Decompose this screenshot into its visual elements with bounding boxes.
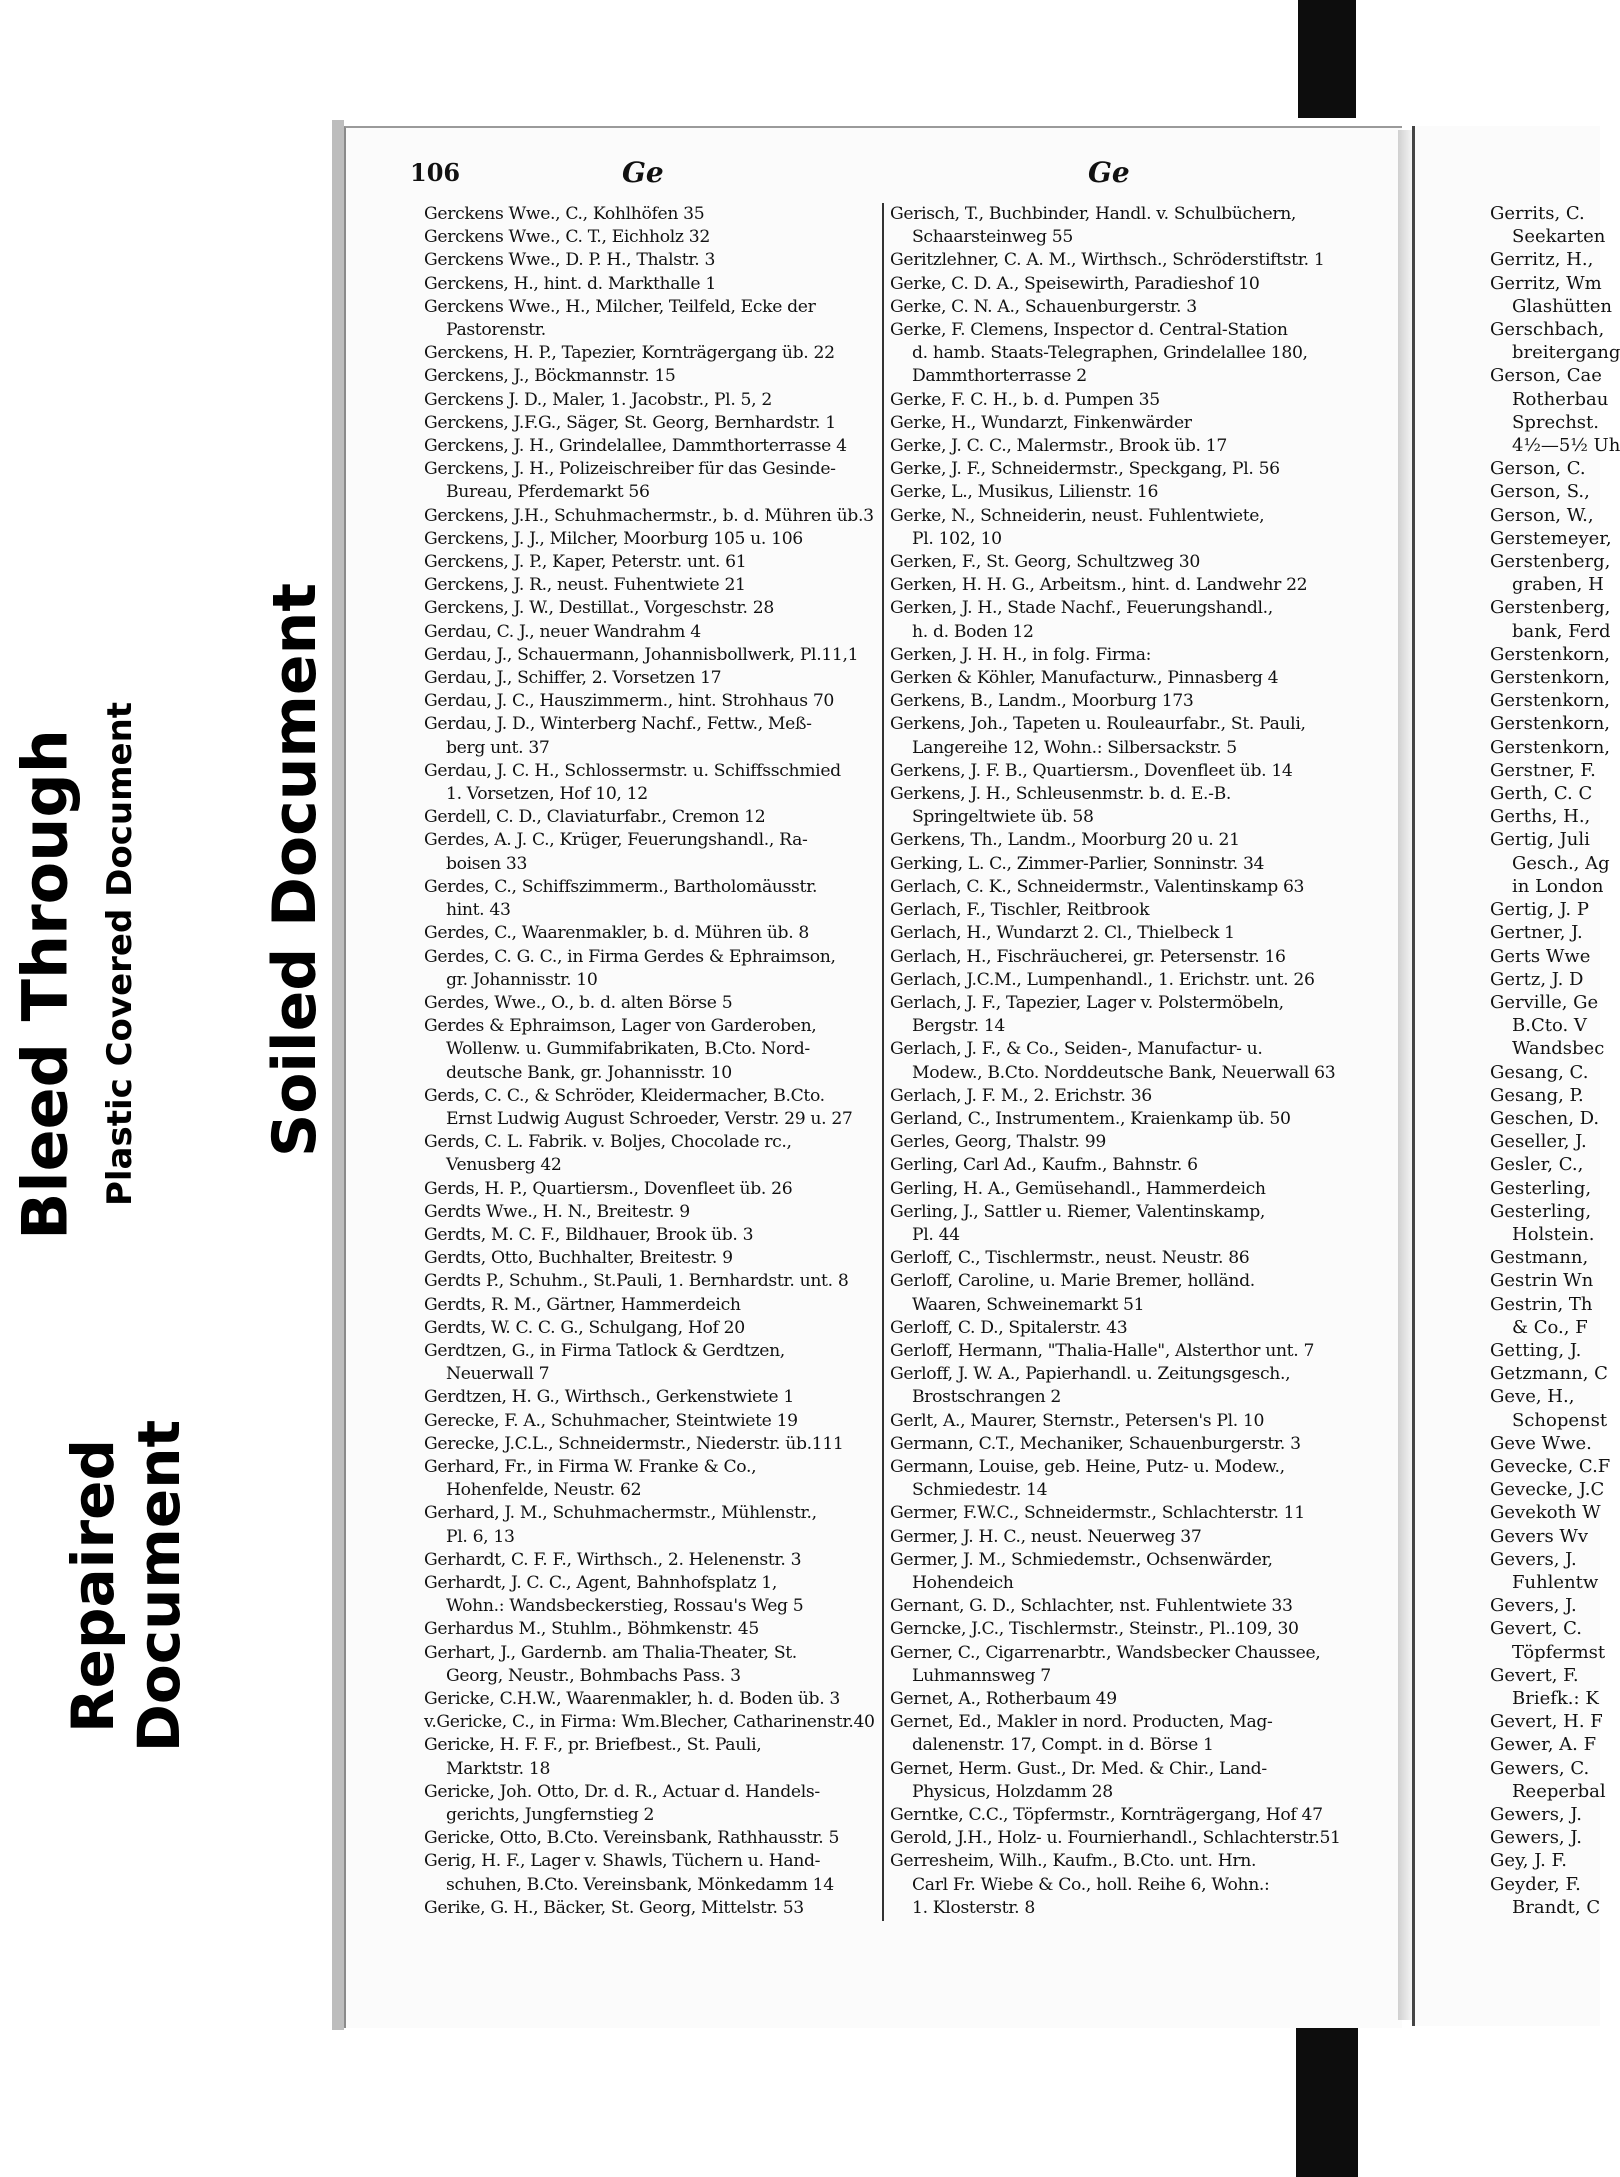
directory-entry-line: Gerke, F. Clemens, Inspector d. Central-Station bbox=[890, 320, 1288, 341]
directory-entry-line: Wohn.: Wandsbeckerstieg, Rossau's Weg 5 bbox=[446, 1596, 804, 1617]
directory-entry-line: Gerold, J.H., Holz- u. Fournierhandl., Schlachterstr.51 bbox=[890, 1828, 1341, 1849]
directory-entry-line: Gerckens, H., hint. d. Markthalle 1 bbox=[424, 273, 716, 294]
directory-entry-line: Glashütten bbox=[1512, 295, 1613, 317]
directory-entry-line: Geyder, F. bbox=[1490, 1873, 1581, 1895]
directory-entry-line: Gerdts, R. M., Gärtner, Hammerdeich bbox=[424, 1294, 741, 1315]
label-repaired-line1: Repaired bbox=[59, 1439, 127, 1733]
directory-entry-line: Gerson, W., bbox=[1490, 504, 1594, 526]
directory-entry-line: Gevekoth W bbox=[1490, 1502, 1601, 1524]
directory-entry-line: Gerson, S., bbox=[1490, 481, 1590, 503]
directory-entry-line: Gevecke, C.F bbox=[1490, 1455, 1611, 1477]
scanner-black-bar-top bbox=[1298, 0, 1356, 118]
directory-entry-line: Gerds, C. L. Fabrik. v. Boljes, Chocolade rc., bbox=[424, 1132, 792, 1153]
book-gutter bbox=[1398, 130, 1412, 2020]
directory-entry-line: Gerken, H. H. G., Arbeitsm., hint. d. Landwehr 22 bbox=[890, 575, 1308, 596]
directory-entry-line: gerichts, Jungfernstieg 2 bbox=[446, 1805, 655, 1826]
directory-entry-line: Gevert, C. bbox=[1490, 1618, 1582, 1640]
directory-entry-line: Gerdes, C., Schiffszimmerm., Bartholomäusstr. bbox=[424, 876, 818, 897]
directory-entry-line: Gewers, J. bbox=[1490, 1804, 1582, 1826]
directory-entry-line: d. hamb. Staats-Telegraphen, Grindelallee 180, bbox=[912, 343, 1308, 364]
directory-entry-line: Pl. 6, 13 bbox=[446, 1526, 515, 1547]
directory-entry-line: Geritzlehner, C. A. M., Wirthsch., Schröderstiftstr. 1 bbox=[890, 250, 1325, 271]
directory-entry-line: Neuerwall 7 bbox=[446, 1364, 550, 1385]
directory-entry-line: Gerlach, J. F., Tapezier, Lager v. Polstermöbeln, bbox=[890, 992, 1284, 1013]
directory-entry-line: Gerisch, T., Buchbinder, Handl. v. Schulbüchern, bbox=[890, 204, 1297, 224]
directory-entry-line: Gericke, H. F. F., pr. Briefbest., St. Pauli, bbox=[424, 1735, 762, 1756]
directory-entry-line: Geve Wwe. bbox=[1490, 1432, 1592, 1454]
directory-entry-line: Gerdau, J. D., Winterberg Nachf., Fettw., Meß- bbox=[424, 714, 812, 735]
directory-entry-line: Gerdts P., Schuhm., St.Pauli, 1. Bernhardstr. unt. 8 bbox=[424, 1271, 849, 1292]
directory-entry-line: Wollenw. u. Gummifabrikaten, B.Cto. Nord- bbox=[446, 1039, 810, 1060]
directory-entry-line: Gerloff, Caroline, u. Marie Bremer, holländ. bbox=[890, 1271, 1255, 1292]
directory-entry-line: Gerloff, Hermann, "Thalia-Halle", Alsterthor unt. 7 bbox=[890, 1340, 1315, 1361]
label-bleed-through: Bleed Through bbox=[8, 729, 82, 1240]
directory-column-right bbox=[890, 203, 1360, 1920]
directory-entry-line: Gerdts, M. C. F., Bildhauer, Brook üb. 3 bbox=[424, 1224, 754, 1245]
directory-entry-line: Gerson, C. bbox=[1490, 458, 1586, 480]
directory-entry-line: Gestrin, Th bbox=[1490, 1293, 1593, 1315]
directory-entry-line: Gerlt, A., Maurer, Sternstr., Petersen's Pl. 10 bbox=[890, 1410, 1265, 1431]
directory-entry-line: Dammthorterrasse 2 bbox=[912, 366, 1087, 387]
directory-entry-line: Gerke, N., Schneiderin, neust. Fuhlentwiete, bbox=[890, 505, 1265, 526]
directory-entry-line: Gerking, L. C., Zimmer-Parlier, Sonninstr. 34 bbox=[890, 853, 1265, 874]
directory-entry-line: Gerds, H. P., Quartiersm., Dovenfleet üb. 26 bbox=[424, 1178, 793, 1199]
directory-entry-line: Gerckens, J. P., Kaper, Peterstr. unt. 61 bbox=[424, 552, 747, 573]
facing-page-fragment bbox=[1412, 126, 1620, 2026]
directory-entry-line: Gerke, H., Wundarzt, Finkenwärder bbox=[890, 412, 1192, 433]
directory-entry-line: Gerstenkorn, bbox=[1490, 643, 1611, 665]
directory-entry-line: Gerckens J. D., Maler, 1. Jacobstr., Pl. 5, 2 bbox=[424, 389, 772, 410]
directory-entry-line: Gey, J. F. bbox=[1490, 1850, 1567, 1872]
directory-entry-line: Gerckens Wwe., H., Milcher, Teilfeld, Ecke der bbox=[424, 296, 816, 317]
directory-entry-line: Gerhard, J. M., Schuhmachermstr., Mühlenstr., bbox=[424, 1503, 817, 1524]
directory-entry-line: Gericke, Joh. Otto, Dr. d. R., Actuar d. Handels- bbox=[424, 1781, 820, 1802]
directory-entry-line: Geseller, J. bbox=[1490, 1131, 1587, 1153]
directory-entry-line: Gerschbach, bbox=[1490, 319, 1605, 341]
directory-entry-line: Gernant, G. D., Schlachter, nst. Fuhlentwiete 33 bbox=[890, 1596, 1293, 1617]
directory-entry-line: hint. 43 bbox=[446, 900, 511, 921]
directory-entry-line: Gertig, Juli bbox=[1490, 829, 1590, 851]
directory-entry-line: Holstein. bbox=[1512, 1223, 1595, 1245]
directory-entry-line: Gerike, G. H., Bäcker, St. Georg, Mittelstr. 53 bbox=[424, 1897, 804, 1918]
directory-entry-line: Gerckens, J.F.G., Säger, St. Georg, Bernhardstr. 1 bbox=[424, 412, 836, 433]
directory-entry-line: Sprechst. bbox=[1512, 411, 1599, 433]
scanner-black-bar-bottom bbox=[1296, 2010, 1358, 2177]
directory-entry-line: Gerkens, J. H., Schleusenmstr. b. d. E.-B. bbox=[890, 784, 1231, 805]
directory-entry-line: Gestmann, bbox=[1490, 1247, 1589, 1269]
directory-entry-line: Gerlach, F., Tischler, Reitbrook bbox=[890, 900, 1150, 921]
directory-entry-line: Gerckens, J. H., Grindelallee, Dammthorterrasse 4 bbox=[424, 436, 847, 457]
directory-entry-line: Geschen, D. bbox=[1490, 1107, 1600, 1129]
directory-entry-line: Getzmann, C bbox=[1490, 1363, 1608, 1385]
directory-entry-line: Gerdes & Ephraimson, Lager von Garderoben, bbox=[424, 1016, 817, 1037]
directory-entry-line: Gevert, H. F bbox=[1490, 1711, 1603, 1733]
directory-entry-line: Gerckens, J., Böckmannstr. 15 bbox=[424, 366, 676, 387]
directory-entry-line: Gerling, J., Sattler u. Riemer, Valentinskamp, bbox=[890, 1201, 1266, 1222]
directory-entry-line: Gesch., Ag bbox=[1512, 852, 1610, 874]
directory-entry-line: Gerdes, Wwe., O., b. d. alten Börse 5 bbox=[424, 992, 733, 1013]
directory-entry-line: Gerdes, A. J. C., Krüger, Feuerungshandl., Ra- bbox=[424, 830, 808, 851]
directory-entry-line: Gerke, C. N. A., Schauenburgerstr. 3 bbox=[890, 296, 1197, 317]
directory-entry-line: Gerritz, H., bbox=[1490, 249, 1594, 271]
directory-entry-line: Gevert, F. bbox=[1490, 1664, 1579, 1686]
directory-entry-line: Germann, Louise, geb. Heine, Putz- u. Modew., bbox=[890, 1456, 1285, 1477]
directory-entry-line: Gerling, Carl Ad., Kaufm., Bahnstr. 6 bbox=[890, 1155, 1198, 1176]
directory-entry-line: Georg, Neustr., Bohmbachs Pass. 3 bbox=[446, 1665, 741, 1686]
directory-entry-line: Gerecke, J.C.L., Schneidermstr., Niederstr. üb.111 bbox=[424, 1433, 844, 1454]
directory-entry-line: Töpfermst bbox=[1512, 1641, 1606, 1663]
directory-entry-line: Gerckens Wwe., D. P. H., Thalstr. 3 bbox=[424, 250, 716, 271]
directory-entry-line: Gerkens, B., Landm., Moorburg 173 bbox=[890, 691, 1194, 712]
directory-entry-line: Pl. 102, 10 bbox=[912, 528, 1002, 549]
directory-entry-line: Gerckens, J.H., Schuhmachermstr., b. d. Mühren üb.3 bbox=[424, 505, 874, 526]
directory-entry-line: Gerntke, C.C., Töpfermstr., Kornträgergang, Hof 47 bbox=[890, 1805, 1323, 1826]
directory-entry-line: Schaarsteinweg 55 bbox=[912, 227, 1073, 248]
directory-entry-line: Physicus, Holzdamm 28 bbox=[912, 1781, 1113, 1802]
directory-entry-line: Gevers, J. bbox=[1490, 1595, 1577, 1617]
directory-entry-line: dalenenstr. 17, Compt. in d. Börse 1 bbox=[912, 1735, 1214, 1756]
directory-entry-line: Schmiedestr. 14 bbox=[912, 1480, 1048, 1501]
directory-entry-line: boisen 33 bbox=[446, 853, 528, 874]
directory-entry-line: Gernet, Herm. Gust., Dr. Med. & Chir., Land- bbox=[890, 1758, 1267, 1779]
directory-entry-line: Gerken, F., St. Georg, Schultzweg 30 bbox=[890, 552, 1200, 573]
directory-entry-line: Pastorenstr. bbox=[446, 320, 546, 341]
directory-entry-line: Gerdau, J. C. H., Schlossermstr. u. Schiffsschmied bbox=[424, 760, 841, 781]
directory-entry-line: Gerhard, Fr., in Firma W. Franke & Co., bbox=[424, 1456, 757, 1477]
directory-entry-line: Gerths, H., bbox=[1490, 806, 1591, 828]
directory-entry-line: 1. Klosterstr. 8 bbox=[912, 1897, 1035, 1918]
directory-entry-line: 4½—5½ Uh bbox=[1512, 435, 1620, 457]
directory-entry-line: v.Gericke, C., in Firma: Wm.Blecher, Catharinenstr.40 bbox=[424, 1712, 875, 1733]
directory-entry-line: Gewer, A. F bbox=[1490, 1734, 1597, 1756]
directory-entry-line: Gevers Wv bbox=[1490, 1525, 1589, 1547]
label-repaired-document bbox=[60, 1346, 192, 1826]
directory-entry-line: Gerling, H. A., Gemüsehandl., Hammerdeich bbox=[890, 1178, 1266, 1199]
directory-entry-line: Gerds, C. C., & Schröder, Kleidermacher, B.Cto. bbox=[424, 1085, 825, 1106]
directory-entry-line: Gerstenkorn, bbox=[1490, 736, 1611, 758]
directory-entry-line: Gerdau, J., Schiffer, 2. Vorsetzen 17 bbox=[424, 668, 722, 689]
directory-entry-line: Gerkens, J. F. B., Quartiersm., Dovenfleet üb. 14 bbox=[890, 760, 1293, 781]
directory-entry-line: in London bbox=[1512, 875, 1604, 897]
directory-entry-line: Gerville, Ge bbox=[1490, 991, 1599, 1013]
directory-entry-line: Gerhardt, C. F. F., Wirthsch., 2. Helenenstr. 3 bbox=[424, 1549, 802, 1570]
directory-entry-line: Gerke, L., Musikus, Lilienstr. 16 bbox=[890, 482, 1159, 503]
directory-entry-line: Gerner, C., Cigarrenarbtr., Wandsbecker Chaussee, bbox=[890, 1642, 1321, 1663]
directory-entry-line: Gernet, A., Rotherbaum 49 bbox=[890, 1689, 1117, 1709]
directory-entry-line: Fuhlentw bbox=[1512, 1571, 1599, 1593]
directory-entry-line: Gestrin Wn bbox=[1490, 1270, 1594, 1292]
directory-entry-line: Pl. 44 bbox=[912, 1224, 960, 1245]
directory-entry-line: Hohendeich bbox=[912, 1572, 1014, 1593]
directory-entry-line: Gerncke, J.C., Tischlermstr., Steinstr., Pl..109, 30 bbox=[890, 1619, 1299, 1640]
facing-page-lines bbox=[1412, 202, 1620, 1919]
directory-entry-line: Germer, J. M., Schmiedemstr., Ochsenwärder, bbox=[890, 1549, 1273, 1570]
directory-entry-line: Gerth, C. C bbox=[1490, 783, 1593, 805]
directory-entry-line: Gerken, J. H. H., in folg. Firma: bbox=[890, 644, 1152, 665]
directory-entry-line: 1. Vorsetzen, Hof 10, 12 bbox=[446, 784, 648, 805]
directory-entry-line: deutsche Bank, gr. Johannisstr. 10 bbox=[446, 1062, 732, 1083]
directory-entry-line: Gerkens, Joh., Tapeten u. Rouleaurfabr., St. Pauli, bbox=[890, 714, 1306, 735]
directory-entry-line: Gesang, C. bbox=[1490, 1061, 1589, 1083]
directory-entry-line: Waaren, Schweinemarkt 51 bbox=[912, 1294, 1145, 1315]
directory-entry-line: Gerckens Wwe., C. T., Eichholz 32 bbox=[424, 227, 710, 248]
directory-entry-line: Gerlach, C. K., Schneidermstr., Valentinskamp 63 bbox=[890, 876, 1305, 897]
directory-entry-line: Gewers, C. bbox=[1490, 1757, 1590, 1779]
directory-entry-line: Gerckens, H. P., Tapezier, Kornträgergang üb. 22 bbox=[424, 343, 835, 364]
directory-entry-line: Gerloff, C., Tischlermstr., neust. Neustr. 86 bbox=[890, 1248, 1250, 1269]
directory-entry-line: Gerstenkorn, bbox=[1490, 713, 1611, 735]
directory-entry-line: Gerke, J. F., Schneidermstr., Speckgang, Pl. 56 bbox=[890, 459, 1280, 480]
directory-entry-line: Gerkens, Th., Landm., Moorburg 20 u. 21 bbox=[890, 830, 1240, 851]
directory-entry-line: Gerdtzen, G., in Firma Tatlock & Gerdtzen, bbox=[424, 1340, 785, 1361]
directory-entry-line: Getting, J. bbox=[1490, 1339, 1582, 1361]
directory-entry-line: Gerlach, J.C.M., Lumpenhandl., 1. Erichstr. unt. 26 bbox=[890, 969, 1315, 990]
directory-entry-line: Gerhart, J., Gardernb. am Thalia-Theater, St. bbox=[424, 1642, 797, 1663]
directory-entry-line: Carl Fr. Wiebe & Co., holl. Reihe 6, Wohn.: bbox=[912, 1874, 1270, 1895]
directory-entry-line: berg unt. 37 bbox=[446, 737, 550, 758]
directory-entry-line: Gesterling, bbox=[1490, 1177, 1592, 1199]
directory-entry-line: Gerland, C., Instrumentem., Kraienkamp üb. 50 bbox=[890, 1108, 1291, 1129]
directory-entry-line: Gerlach, J. F. M., 2. Erichstr. 36 bbox=[890, 1085, 1152, 1106]
directory-entry-line: Ernst Ludwig August Schroeder, Verstr. 29 u. 27 bbox=[446, 1108, 853, 1129]
directory-entry-line: h. d. Boden 12 bbox=[912, 621, 1034, 642]
directory-entry-line: Gerken & Köhler, Manufacturw., Pinnasberg 4 bbox=[890, 668, 1279, 689]
directory-entry-line: Gerke, F. C. H., b. d. Pumpen 35 bbox=[890, 389, 1160, 410]
directory-entry-line: Gerecke, F. A., Schuhmacher, Steintwiete 19 bbox=[424, 1410, 798, 1431]
directory-entry-line: Gerstner, F. bbox=[1490, 759, 1596, 781]
directory-entry-line: Gerckens, J. W., Destillat., Vorgeschstr. 28 bbox=[424, 598, 774, 619]
label-repaired-line2: Document bbox=[125, 1419, 193, 1753]
directory-entry-line: Gevecke, J.C bbox=[1490, 1479, 1605, 1501]
directory-entry-line: Gerke, J. C. C., Malermstr., Brook üb. 17 bbox=[890, 436, 1227, 457]
directory-entry-line: Gerstenkorn, bbox=[1490, 667, 1611, 689]
directory-entry-line: Gerig, H. F., Lager v. Shawls, Tüchern u. Hand- bbox=[424, 1851, 821, 1872]
directory-entry-line: Gerresheim, Wilh., Kaufm., B.Cto. unt. Hrn. bbox=[890, 1851, 1257, 1872]
directory-entry-line: Luhmannsweg 7 bbox=[912, 1665, 1051, 1686]
directory-entry-line: Gerstenkorn, bbox=[1490, 690, 1611, 712]
directory-entry-line: Gerckens, J. R., neust. Fuhentwiete 21 bbox=[424, 575, 746, 596]
label-soiled-document: Soiled Document bbox=[260, 582, 330, 1157]
directory-entry-line: Gerhardt, J. C. C., Agent, Bahnhofsplatz 1, bbox=[424, 1572, 777, 1593]
directory-entry-line: Gertig, J. P bbox=[1490, 899, 1589, 921]
directory-entry-line: bank, Ferd bbox=[1512, 620, 1611, 642]
directory-entry-line: Gerson, Cae bbox=[1490, 365, 1602, 387]
directory-entry-line: Bergstr. 14 bbox=[912, 1016, 1006, 1037]
page-stack-edge bbox=[332, 120, 344, 2030]
directory-entry-line: Gerstemeyer, bbox=[1490, 527, 1612, 549]
directory-entry-line: Gerdau, J., Schauermann, Johannisbollwerk, Pl.11,1 bbox=[424, 644, 859, 665]
directory-entry-line: Gerstenberg, bbox=[1490, 551, 1611, 573]
directory-column-left bbox=[424, 203, 894, 1920]
directory-entry-line: Gerke, C. D. A., Speisewirth, Paradieshof 10 bbox=[890, 273, 1260, 294]
directory-entry-line: Gerdts, Otto, Buchhalter, Breitestr. 9 bbox=[424, 1248, 733, 1269]
directory-entry-line: Geve, H., bbox=[1490, 1386, 1575, 1408]
directory-entry-line: gr. Johannisstr. 10 bbox=[446, 969, 598, 990]
directory-entry-line: Germer, J. H. C., neust. Neuerweg 37 bbox=[890, 1526, 1202, 1547]
directory-entry-line: Springeltwiete üb. 58 bbox=[912, 807, 1094, 828]
directory-entry-line: Gertz, J. D bbox=[1490, 968, 1584, 990]
directory-entry-line: Gerhardus M., Stuhlm., Böhmkenstr. 45 bbox=[424, 1619, 759, 1640]
directory-entry-line: Seekarten bbox=[1512, 226, 1606, 248]
directory-entry-line: Briefk.: K bbox=[1512, 1688, 1599, 1709]
directory-entry-line: Gerles, Georg, Thalstr. 99 bbox=[890, 1132, 1106, 1153]
directory-entry-line: Gernet, Ed., Makler in nord. Producten, Mag- bbox=[890, 1712, 1273, 1733]
directory-entry-line: Gerdau, C. J., neuer Wandrahm 4 bbox=[424, 621, 701, 642]
label-plastic-covered: Plastic Covered Document bbox=[100, 701, 140, 1207]
directory-entry-line: Modew., B.Cto. Norddeutsche Bank, Neuerwall 63 bbox=[912, 1062, 1336, 1083]
directory-entry-line: Gertner, J. bbox=[1490, 922, 1583, 944]
directory-entry-line: Gerdau, J. C., Hauszimmerm., hint. Strohhaus 70 bbox=[424, 691, 834, 712]
running-header-right: Ge bbox=[1088, 156, 1130, 189]
directory-entry-line: graben, H bbox=[1512, 574, 1604, 596]
page-number: 106 bbox=[410, 158, 461, 187]
directory-entry-line: Gerdell, C. D., Claviaturfabr., Cremon 12 bbox=[424, 807, 766, 828]
directory-entry-line: Gerken, J. H., Stade Nachf., Feuerungshandl., bbox=[890, 598, 1273, 619]
directory-entry-line: Wandsbec bbox=[1512, 1038, 1605, 1060]
directory-entry-line: Gerstenberg, bbox=[1490, 597, 1611, 619]
directory-entry-line: Gerdes, C., Waarenmakler, b. d. Mühren üb. 8 bbox=[424, 923, 810, 944]
directory-entry-line: Gericke, Otto, B.Cto. Vereinsbank, Rathhausstr. 5 bbox=[424, 1828, 840, 1849]
directory-entry-line: Gerlach, H., Wundarzt 2. Cl., Thielbeck 1 bbox=[890, 923, 1235, 944]
directory-entry-line: Venusberg 42 bbox=[446, 1155, 562, 1176]
directory-entry-line: Reeperbal bbox=[1512, 1780, 1606, 1802]
directory-entry-line: Rotherbau bbox=[1512, 388, 1609, 410]
directory-entry-line: Gerrits, C. bbox=[1490, 203, 1585, 224]
directory-entry-line: Gerloff, C. D., Spitalerstr. 43 bbox=[890, 1317, 1128, 1338]
directory-entry-line: Gerlach, H., Fischräucherei, gr. Petersenstr. 16 bbox=[890, 946, 1286, 967]
directory-entry-line: Brandt, C bbox=[1512, 1896, 1601, 1918]
directory-entry-line: Schopenst bbox=[1512, 1409, 1608, 1431]
directory-entry-line: Gericke, C.H.W., Waarenmakler, h. d. Boden üb. 3 bbox=[424, 1689, 841, 1709]
directory-entry-line: Gesler, C., bbox=[1490, 1154, 1584, 1176]
directory-entry-line: Gesang, P. bbox=[1490, 1084, 1584, 1106]
directory-entry-line: Gerloff, J. W. A., Papierhandl. u. Zeitungsgesch., bbox=[890, 1364, 1291, 1385]
directory-entry-line: Germann, C.T., Mechaniker, Schauenburgerstr. 3 bbox=[890, 1433, 1301, 1454]
directory-entry-line: & Co., F bbox=[1512, 1316, 1588, 1338]
directory-entry-line: Gerdtzen, H. G., Wirthsch., Gerkenstwiete 1 bbox=[424, 1387, 794, 1408]
directory-entry-line: Gerdes, C. G. C., in Firma Gerdes & Ephraimson, bbox=[424, 946, 836, 967]
directory-entry-line: Marktstr. 18 bbox=[446, 1758, 551, 1779]
directory-entry-line: Gerdts, W. C. C. G., Schulgang, Hof 20 bbox=[424, 1317, 745, 1338]
directory-entry-line: Brostschrangen 2 bbox=[912, 1387, 1062, 1408]
directory-entry-line: Gerckens, J. J., Milcher, Moorburg 105 u. 106 bbox=[424, 528, 803, 549]
directory-entry-line: Gesterling, bbox=[1490, 1200, 1592, 1222]
directory-entry-line: Hohenfelde, Neustr. 62 bbox=[446, 1480, 642, 1501]
directory-entry-line: Gerdts Wwe., H. N., Breitestr. 9 bbox=[424, 1201, 690, 1222]
directory-entry-line: Gerts Wwe bbox=[1490, 945, 1591, 967]
directory-entry-line: Germer, F.W.C., Schneidermstr., Schlachterstr. 11 bbox=[890, 1503, 1305, 1524]
directory-entry-line: Langereihe 12, Wohn.: Silbersackstr. 5 bbox=[912, 737, 1237, 758]
directory-entry-line: Gerlach, J. F., & Co., Seiden-, Manufactur- u. bbox=[890, 1039, 1263, 1060]
directory-entry-line: Gerritz, Wm bbox=[1490, 272, 1602, 294]
running-header-left: Ge bbox=[622, 156, 664, 189]
directory-entry-line: Gerckens, J. H., Polizeischreiber für das Gesinde- bbox=[424, 459, 836, 480]
directory-entry-line: Gerckens Wwe., C., Kohlhöfen 35 bbox=[424, 204, 705, 224]
directory-entry-line: schuhen, B.Cto. Vereinsbank, Mönkedamm 14 bbox=[446, 1874, 834, 1895]
directory-entry-line: Gevers, J. bbox=[1490, 1548, 1577, 1570]
directory-entry-line: B.Cto. V bbox=[1512, 1015, 1587, 1037]
directory-entry-line: breitergang bbox=[1512, 342, 1620, 364]
directory-entry-line: Bureau, Pferdemarkt 56 bbox=[446, 482, 650, 503]
directory-entry-line: Gewers, J. bbox=[1490, 1827, 1582, 1849]
